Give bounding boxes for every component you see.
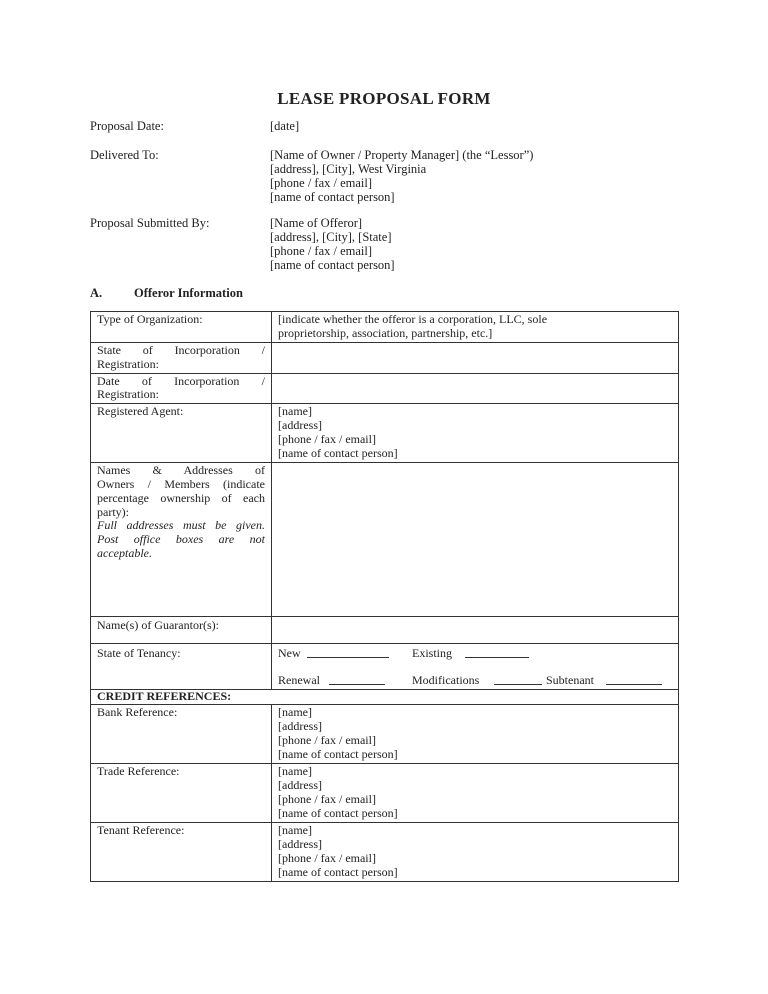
date-of-incorporation-label xyxy=(91,373,272,404)
type-of-organization-label: Type of Organization: xyxy=(91,312,272,343)
owners-note-line: Post office boxes are not xyxy=(97,532,265,547)
owners-label-line: Owners / Members (indicate xyxy=(97,476,265,491)
section-name: Offeror Information xyxy=(134,286,243,300)
submitted-by-line: [phone / fax / email] xyxy=(270,244,373,258)
owners-field[interactable] xyxy=(272,463,679,617)
table-row-owners xyxy=(91,463,679,617)
owners-label xyxy=(91,463,272,617)
tenant-reference-value[interactable] xyxy=(272,822,679,881)
tenancy-modifications-blank[interactable] xyxy=(494,674,542,685)
table-row-registered-agent xyxy=(91,404,679,463)
trade-reference-line: [address] xyxy=(278,777,322,792)
delivered-to-line: [address], [City], West Virginia xyxy=(270,162,427,176)
owners-label-line: party): xyxy=(97,504,129,519)
tenancy-renewal-label: Renewal xyxy=(278,673,320,688)
submitted-by-line: [Name of Offeror] xyxy=(270,216,363,230)
credit-references-heading: CREDIT REFERENCES: xyxy=(91,690,679,705)
tenancy-existing-blank[interactable] xyxy=(465,647,529,658)
delivered-to-line: [name of contact person] xyxy=(270,190,395,204)
table-row-tenant-reference xyxy=(91,822,679,881)
table-row-trade-reference xyxy=(91,763,679,822)
owners-label-line: Names & Addresses of xyxy=(97,463,265,478)
type-of-organization-value[interactable] xyxy=(272,312,679,343)
bank-reference-value[interactable] xyxy=(272,704,679,763)
registered-agent-label: Registered Agent: xyxy=(91,404,272,463)
tenancy-row-1 xyxy=(278,647,672,661)
tenancy-new-label: New xyxy=(278,646,301,661)
bank-reference-line: [phone / fax / email] xyxy=(278,732,376,747)
submitted-by-line: [address], [City], [State] xyxy=(270,230,392,244)
owners-note-line: Full addresses must be given. xyxy=(97,518,265,533)
table-row-state-of-tenancy xyxy=(91,644,679,690)
form-title: LEASE PROPOSAL FORM xyxy=(277,89,491,108)
delivered-to-line: [Name of Owner / Property Manager] (the “Lessor”) xyxy=(270,148,534,162)
table-row-guarantors xyxy=(91,617,679,644)
owners-note-line: acceptable. xyxy=(97,545,152,560)
delivered-to-line: [phone / fax / email] xyxy=(270,176,373,190)
registered-agent-line: [name of contact person] xyxy=(278,446,398,461)
tenancy-subtenant-blank[interactable] xyxy=(606,674,662,685)
registered-agent-line: [name] xyxy=(278,404,312,419)
trade-reference-value[interactable] xyxy=(272,763,679,822)
date-of-incorporation-label-line: Date of Incorporation / xyxy=(97,373,265,388)
state-of-incorporation-field[interactable] xyxy=(272,343,679,374)
state-of-incorporation-label-line: State of Incorporation / xyxy=(97,343,265,357)
table-row-bank-reference xyxy=(91,704,679,763)
bank-reference-label: Bank Reference: xyxy=(91,704,272,763)
tenancy-renewal-blank[interactable] xyxy=(329,674,385,685)
registered-agent-line: [phone / fax / email] xyxy=(278,432,376,447)
type-of-organization-line: [indicate whether the offeror is a corporation, LLC, sole xyxy=(278,312,548,326)
tenancy-modifications-label: Modifications xyxy=(412,673,480,688)
tenancy-subtenant-label: Subtenant xyxy=(546,673,594,688)
owners-label-line: percentage ownership of each xyxy=(97,490,265,505)
state-of-tenancy-label: State of Tenancy: xyxy=(91,644,272,690)
state-of-incorporation-label xyxy=(91,343,272,374)
trade-reference-line: [name] xyxy=(278,763,312,778)
bank-reference-line: [name of contact person] xyxy=(278,746,398,761)
delivered-to-value xyxy=(270,148,533,204)
submitted-by-label: Proposal Submitted By: xyxy=(90,216,210,230)
table-row-credit-references-heading xyxy=(91,690,679,705)
tenant-reference-line: [name of contact person] xyxy=(278,864,398,879)
date-of-incorporation-field[interactable] xyxy=(272,373,679,404)
table-row-type-of-organization xyxy=(91,312,679,343)
bank-reference-line: [name] xyxy=(278,704,312,719)
date-of-incorporation-label-line: Registration: xyxy=(97,387,159,402)
tenancy-new-blank[interactable] xyxy=(307,647,389,658)
trade-reference-line: [phone / fax / email] xyxy=(278,791,376,806)
registered-agent-value[interactable] xyxy=(272,404,679,463)
submitted-by-value xyxy=(270,216,395,272)
registered-agent-line: [address] xyxy=(278,418,322,433)
tenant-reference-line: [phone / fax / email] xyxy=(278,850,376,865)
delivered-to-label: Delivered To: xyxy=(90,148,159,162)
offeror-info-table xyxy=(90,311,679,882)
tenant-reference-label: Tenant Reference: xyxy=(91,822,272,881)
tenant-reference-line: [name] xyxy=(278,822,312,837)
tenant-reference-line: [address] xyxy=(278,836,322,851)
submitted-by-line: [name of contact person] xyxy=(270,258,395,272)
state-of-incorporation-label-line: Registration: xyxy=(97,356,159,371)
table-row-state-of-incorporation xyxy=(91,343,679,374)
section-number: A. xyxy=(90,286,103,300)
proposal-date-label: Proposal Date: xyxy=(90,119,164,133)
state-of-tenancy-value xyxy=(272,644,679,690)
guarantors-field[interactable] xyxy=(272,617,679,644)
tenancy-row-2 xyxy=(278,674,672,688)
trade-reference-label: Trade Reference: xyxy=(91,763,272,822)
type-of-organization-line: proprietorship, association, partnership, etc.] xyxy=(278,326,493,340)
bank-reference-line: [address] xyxy=(278,718,322,733)
proposal-date-value: [date] xyxy=(270,119,300,133)
table-row-date-of-incorporation xyxy=(91,373,679,404)
guarantors-label: Name(s) of Guarantor(s): xyxy=(91,617,272,644)
tenancy-existing-label: Existing xyxy=(412,646,453,661)
trade-reference-line: [name of contact person] xyxy=(278,805,398,820)
